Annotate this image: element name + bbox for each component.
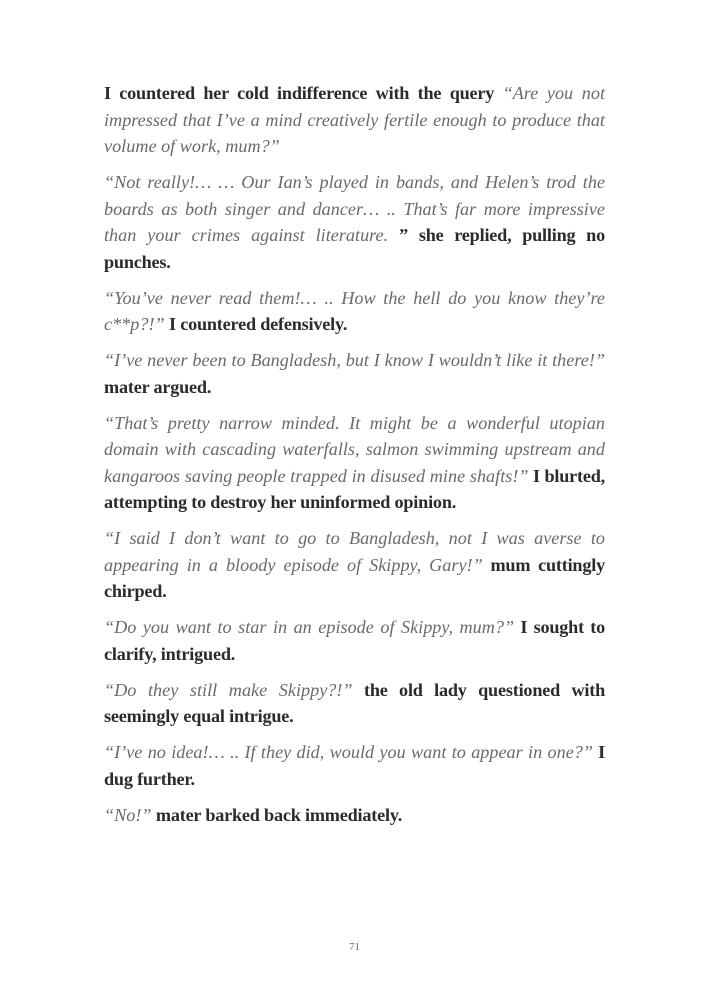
dialogue-text: “I said I don’t want to go to Bangladesh, not I was averse to appearing in a bloody episode of Skippy, Gary!” <box>104 528 605 575</box>
paragraph <box>104 347 605 400</box>
narration-text: I countered her cold indifference with the query <box>104 83 503 103</box>
page-body <box>104 80 605 838</box>
narration-text: I countered defensively. <box>164 314 348 334</box>
paragraph <box>104 410 605 516</box>
dialogue-text: “Not really!… … Our Ian’s played in bands, and Helen’s trod the boards as both singer and dancer… .. That’s far more impressive than your crimes against literature. <box>104 172 605 245</box>
dialogue-text: “I’ve no idea!… .. If they did, would you want to appear in one?” <box>104 742 593 762</box>
paragraph <box>104 525 605 605</box>
narration-text: mater argued. <box>104 376 212 397</box>
dialogue-text: “Do they still make Skippy?!” <box>104 679 353 700</box>
narration-text: I sought to clarify, intrigued. <box>104 617 605 664</box>
dialogue-text: “No!” <box>104 804 152 825</box>
narration-text: mum cuttingly chirped. <box>104 554 605 601</box>
narration-text: I blurted, attempting to destroy her uninformed opinion. <box>104 465 605 512</box>
narration-text: I dug further. <box>104 742 605 789</box>
dialogue-text: “That’s pretty narrow minded. It might be a wonderful utopian domain with cascading waterfalls, salmon swimming upstream and kangaroos saving people trapped in disused mine shafts!” <box>104 412 605 486</box>
paragraph <box>104 169 605 275</box>
narration-text: the old lady questioned with seemingly equal intrigue. <box>104 679 606 726</box>
paragraph <box>104 802 605 829</box>
dialogue-text: “You’ve never read them!… .. How the hell do you know they’re c**p?!” <box>104 287 605 334</box>
paragraph <box>104 80 605 160</box>
paragraph <box>104 739 605 792</box>
paragraph <box>104 677 605 730</box>
paragraph <box>104 614 605 667</box>
dialogue-text: “Are you not impressed that I’ve a mind creatively fertile enough to produce that volume of work, mum?” <box>104 83 606 156</box>
narration-text: mater barked back immediately. <box>151 804 403 825</box>
dialogue-text: “I’ve never been to Bangladesh, but I know I wouldn’t like it there!” <box>104 350 605 370</box>
dialogue-text: “Do you want to star in an episode of Skippy, mum?” <box>104 617 515 637</box>
page-number: 71 <box>349 941 360 953</box>
narration-text: ” she replied, pulling no punches. <box>104 225 605 272</box>
paragraph <box>104 285 605 338</box>
